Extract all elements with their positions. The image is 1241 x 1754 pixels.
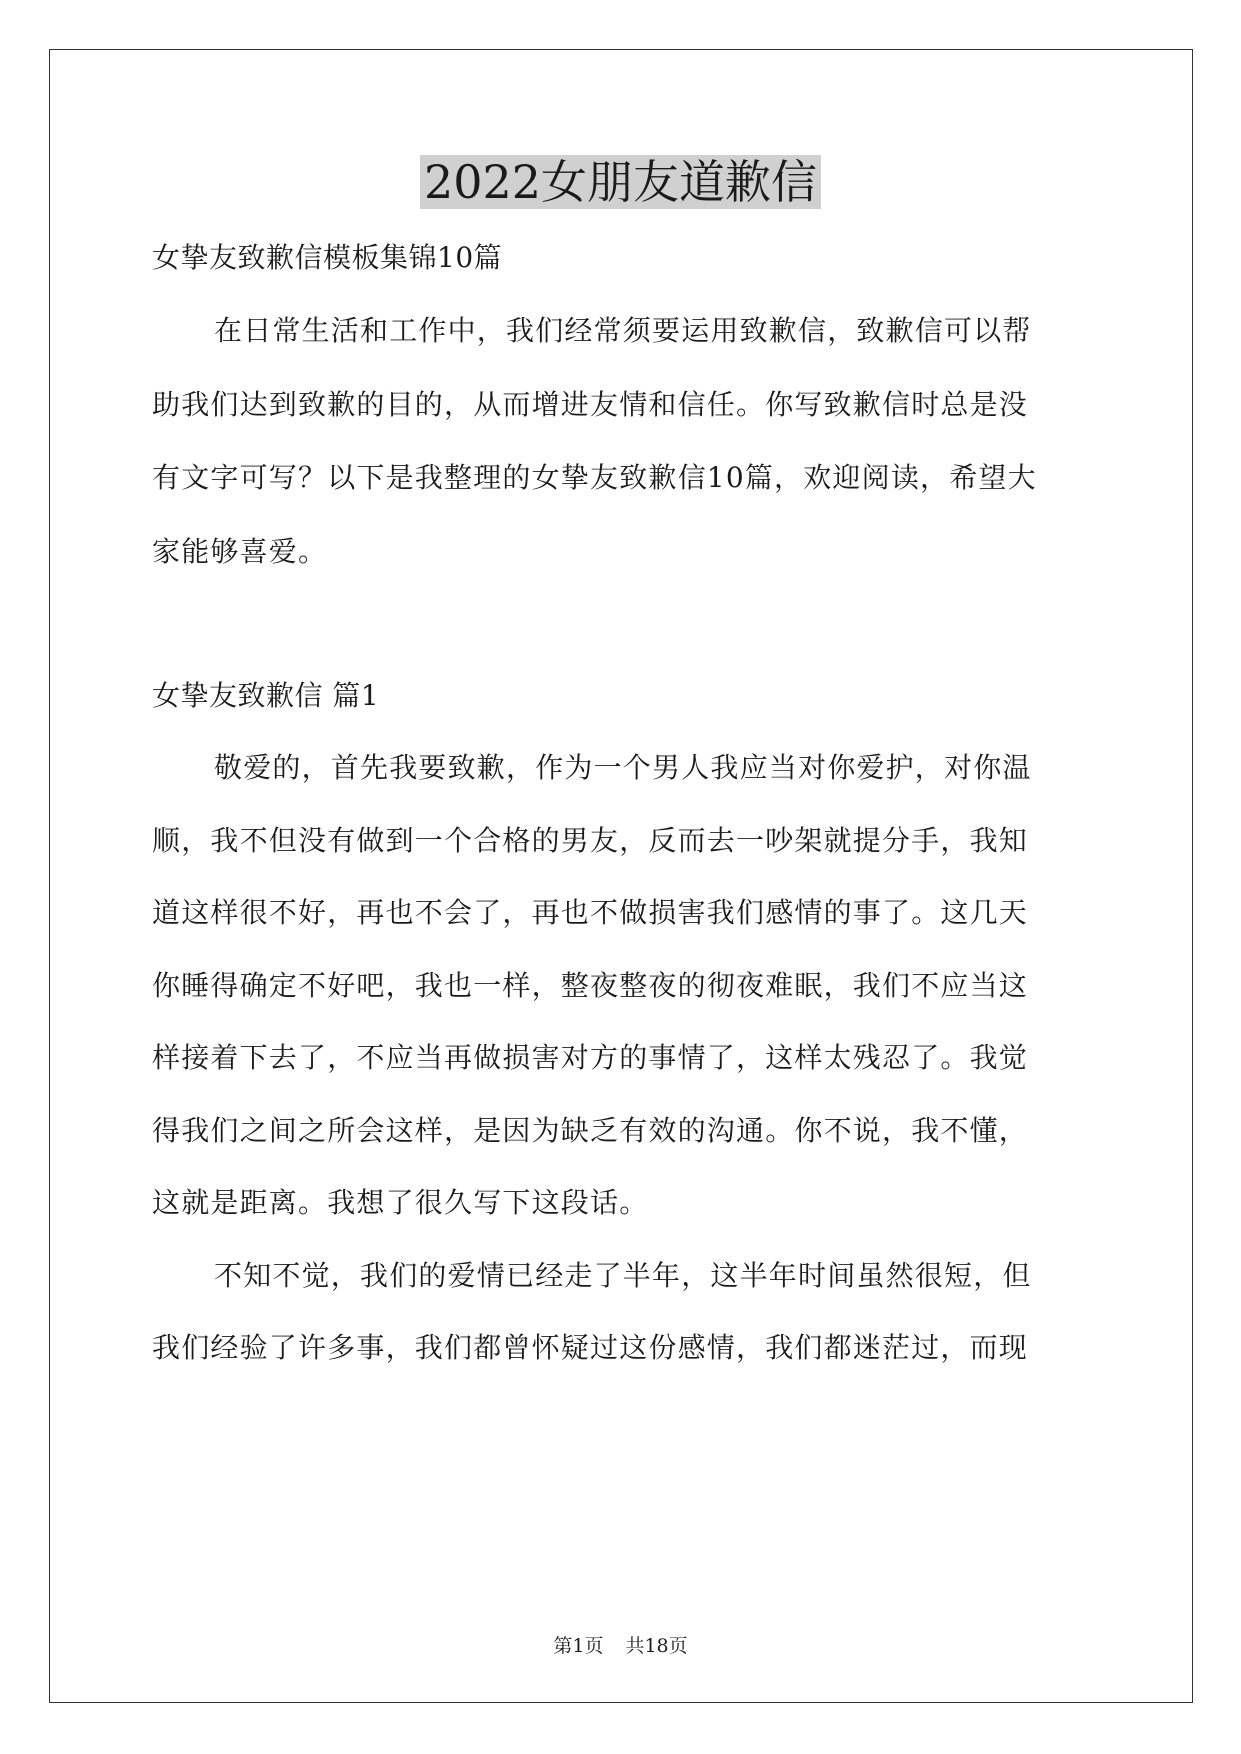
paragraph-line: 你睡得确定不好吧，我也一样，整夜整夜的彻夜难眠，我们不应当这 [152,969,1029,1002]
paragraph-line: 敬爱的，首先我要致歉，作为一个男人我应当对你爱护，对你温 [214,751,1032,784]
document-title-text: 2022女朋友道歉信 [420,155,821,209]
paragraph-line: 顺，我不但没有做到一个合格的男友，反而去一吵架就提分手，我知 [152,824,1029,857]
intro-line: 家能够喜爱。 [152,535,328,568]
intro-line: 有文字可写？以下是我整理的女挚友致歉信10篇，欢迎阅读，希望大 [152,461,1037,494]
page-number: 第1页 [553,1635,604,1657]
page-border [49,49,1193,1703]
paragraph-line: 道这样很不好，再也不会了，再也不做损害我们感情的事了。这几天 [152,896,1029,929]
page-footer [0,1634,1241,1658]
document-title [0,152,1241,212]
paragraph-line: 样接着下去了，不应当再做损害对方的事情了，这样太残忍了。我觉 [152,1041,1029,1074]
intro-line: 在日常生活和工作中，我们经常须要运用致歉信，致歉信可以帮 [214,314,1032,347]
page-total: 共18页 [625,1635,688,1657]
paragraph-line: 这就是距离。我想了很久写下这段话。 [152,1186,649,1219]
paragraph-line: 得我们之间之所会这样，是因为缺乏有效的沟通。你不说，我不懂， [152,1114,1029,1147]
section-heading: 女挚友致歉信 篇1 [152,679,380,712]
paragraph-line: 我们经验了许多事，我们都曾怀疑过这份感情，我们都迷茫过，而现 [152,1331,1029,1364]
document-subtitle: 女挚友致歉信模板集锦10篇 [152,241,503,274]
intro-line: 助我们达到致歉的目的，从而增进友情和信任。你写致歉信时总是没 [152,388,1029,421]
paragraph-line: 不知不觉，我们的爱情已经走了半年，这半年时间虽然很短，但 [214,1259,1032,1292]
